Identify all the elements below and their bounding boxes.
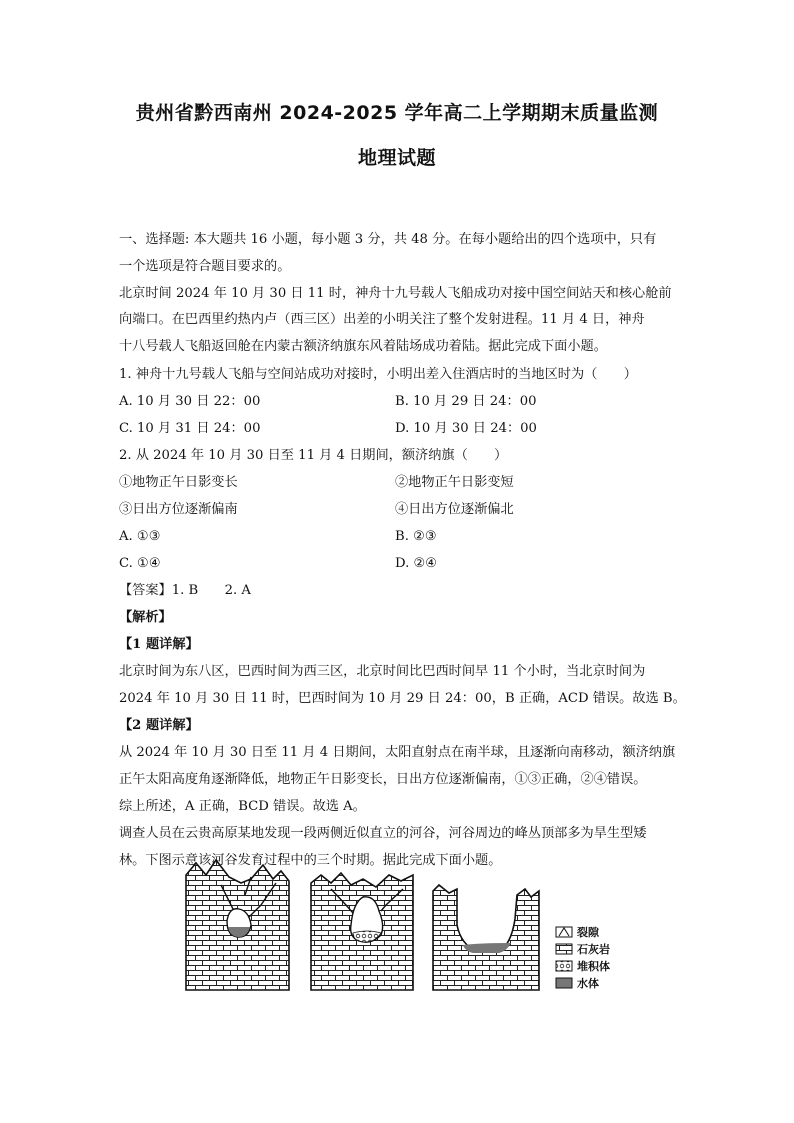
q1-option-d: D. 10 月 30 日 24：00 <box>395 421 537 436</box>
passage-line-1: 北京时间 2024 年 10 月 30 日 11 时，神舟十九号载人飞船成功对接中国空间站天和核心舱前 <box>119 286 672 301</box>
intro-3-line-1: 调查人员在云贵高原某地发现一段两侧近似直立的河谷，河谷周边的峰丛顶部多为旱生型矮 <box>119 826 647 841</box>
q1-option-c: C. 10 月 31 日 24：00 <box>119 421 261 436</box>
legend-fissure: 裂隙 <box>577 926 599 939</box>
q2-statement-1: ①地物正午日影变长 <box>119 475 238 490</box>
title-line-2: 地理试题 <box>357 147 436 169</box>
question-1-stem: 1. 神舟十九号载人飞船与空间站成功对接时，小明出差入住酒店时的当地区时为（ ） <box>119 367 637 382</box>
q2-option-a: A. ①③ <box>119 529 161 544</box>
analysis-heading: 【解析】 <box>119 610 172 625</box>
q1-option-b: B. 10 月 29 日 24：00 <box>395 394 537 409</box>
q1-option-a: A. 10 月 30 日 22：00 <box>119 394 261 409</box>
answer-line: 【答案】1. B 2. A <box>119 583 251 598</box>
valley-development-figure <box>181 855 651 1005</box>
detail-2-line-2: 正午太阳高度角逐渐降低，地物正午日影变长，日出方位逐渐偏南，①③正确，②④错误。 <box>119 772 647 787</box>
q2-option-c: C. ①④ <box>119 556 161 571</box>
section-instruction-2: 一个选项是符合题目要求的。 <box>119 259 291 274</box>
legend-deposit: 堆积体 <box>577 960 610 973</box>
legend-limestone: 石灰岩 <box>577 943 610 956</box>
detail-1-line-1: 北京时间为东八区，巴西时间为西三区，北京时间比巴西时间早 11 个小时，当北京时间为 <box>119 664 646 679</box>
detail-2-line-3: 综上所述，A 正确，BCD 错误。故选 A。 <box>119 799 366 814</box>
detail-1-line-2: 2024 年 10 月 30 日 11 时，巴西时间为 10 月 29 日 24：00，B 正确，ACD 错误。故选 B。 <box>119 691 686 706</box>
legend-water: 水体 <box>577 977 599 990</box>
question-2-stem: 2. 从 2024 年 10 月 30 日至 11 月 4 日期间，额济纳旗（ ） <box>119 448 508 463</box>
title-line-1: 贵州省黔西南州 2024-2025 学年高二上学期期末质量监测 <box>135 102 659 124</box>
q2-statement-4: ④日出方位逐渐偏北 <box>395 502 514 517</box>
passage-line-2: 向端口。在巴西里约热内卢（西三区）出差的小明关注了整个发射进程。11 月 4 日，神舟 <box>119 312 645 327</box>
q2-statement-3: ③日出方位逐渐偏南 <box>119 502 238 517</box>
detail-2-line-1: 从 2024 年 10 月 30 日至 11 月 4 日期间，太阳直射点在南半球，且逐渐向南移动，额济纳旗 <box>119 745 676 760</box>
passage-line-3: 十八号载人飞船返回舱在内蒙古额济纳旗东风着陆场成功着陆。据此完成下面小题。 <box>119 339 607 354</box>
detail-1-heading: 【1 题详解】 <box>119 637 199 652</box>
q2-option-b: B. ②③ <box>395 529 437 544</box>
detail-2-heading: 【2 题详解】 <box>119 718 199 733</box>
q2-option-d: D. ②④ <box>395 556 438 571</box>
q2-statement-2: ②地物正午日影变短 <box>395 475 514 490</box>
intro-3-line-2: 林。下图示意该河谷发育过程中的三个时期。据此完成下面小题。 <box>119 853 502 868</box>
section-instruction-1: 一、选择题: 本大题共 16 小题，每小题 3 分，共 48 分。在每小题给出的四个选项中，只有 <box>119 232 657 247</box>
